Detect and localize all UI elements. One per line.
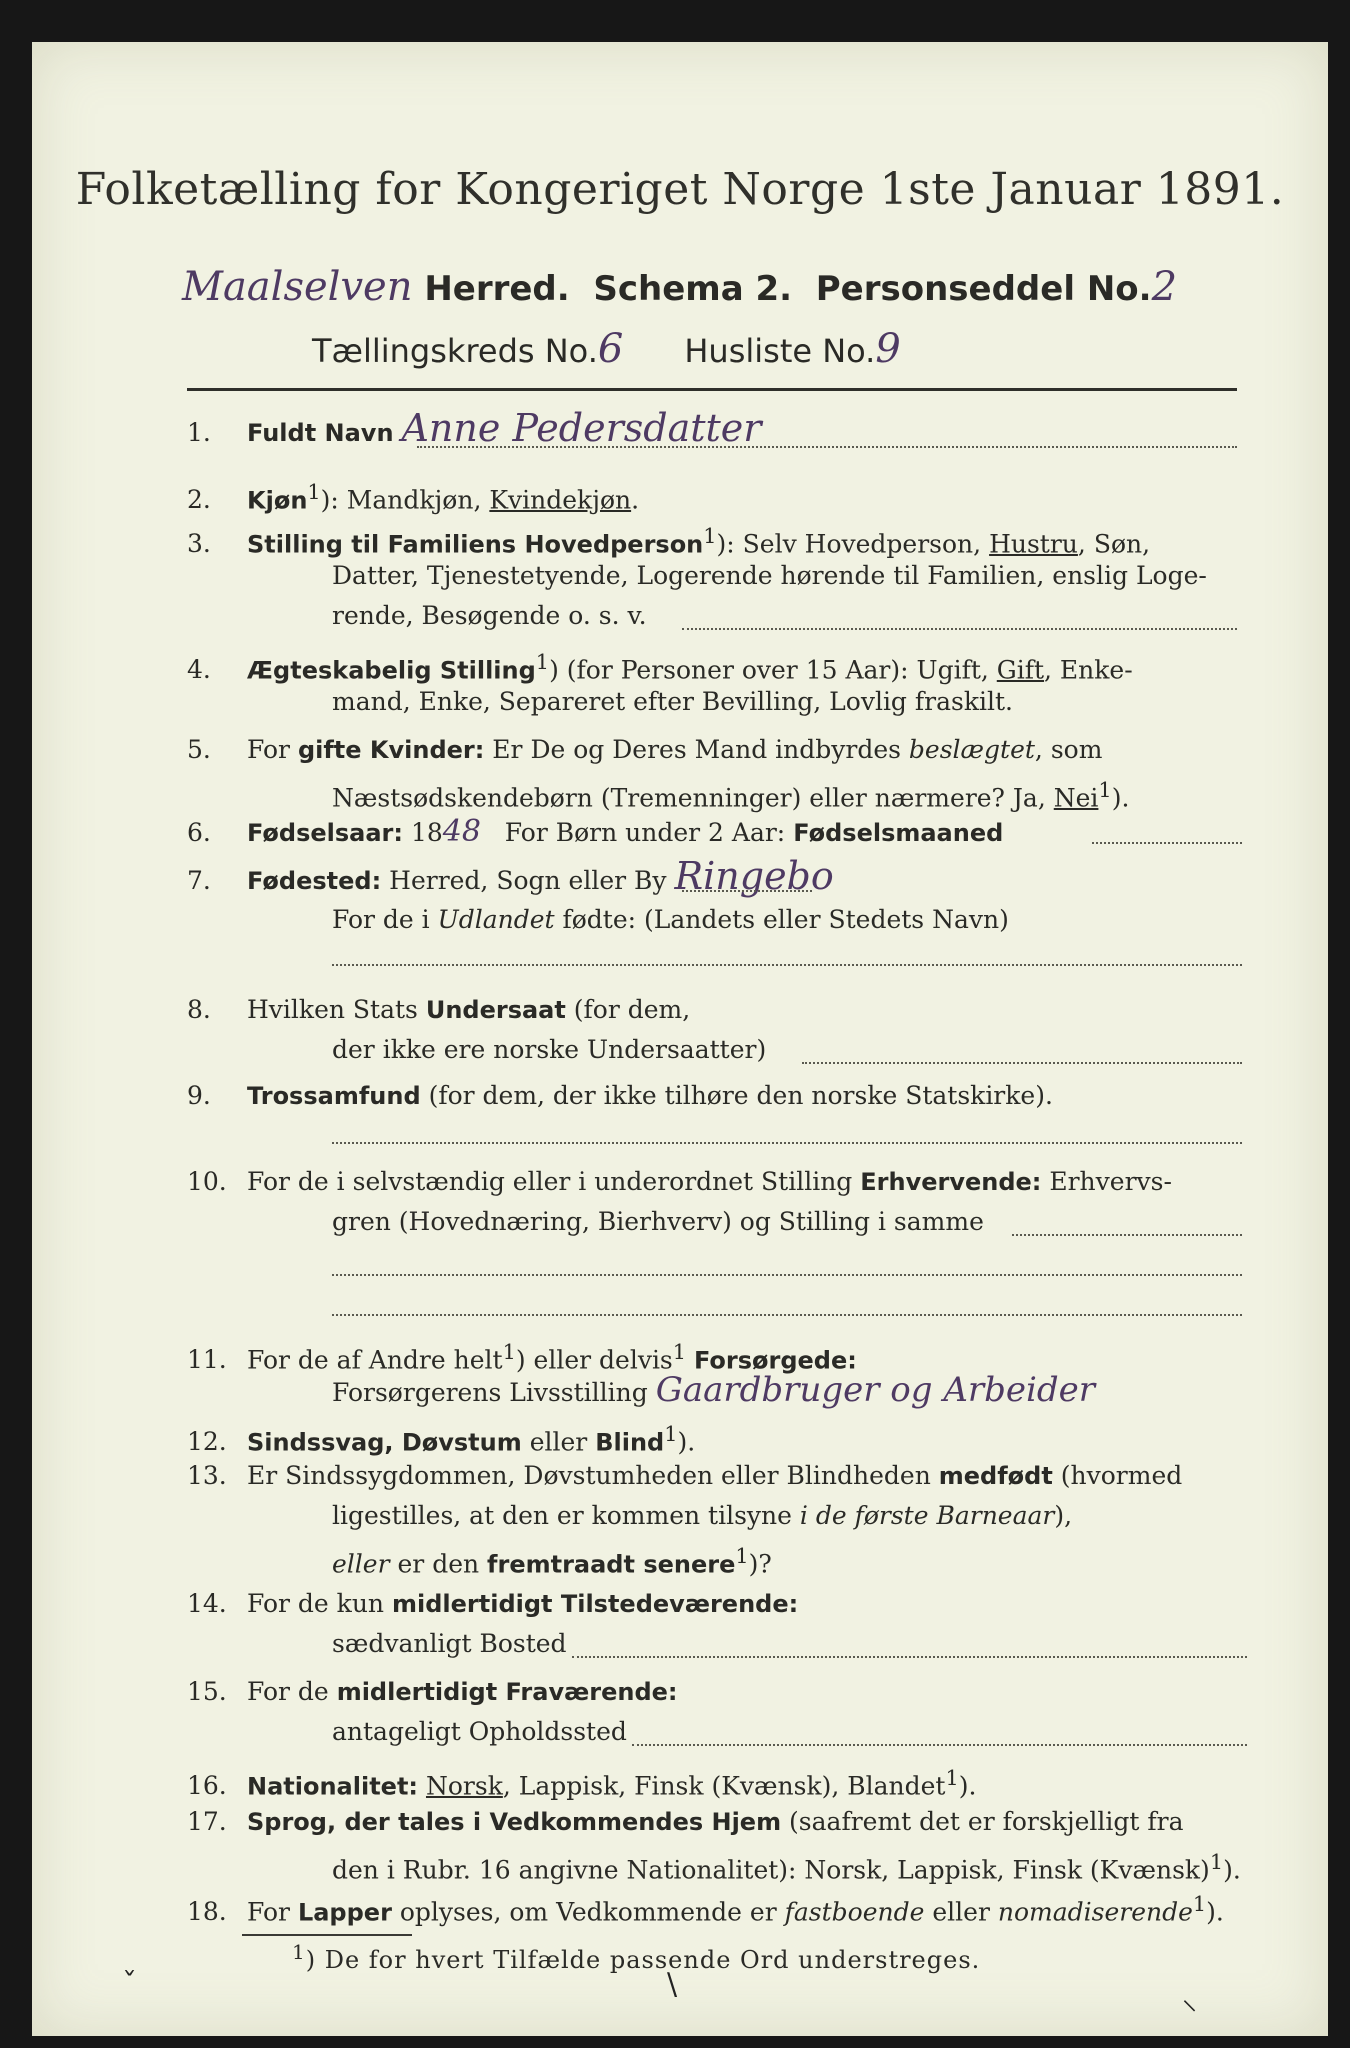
husliste-number: 9 xyxy=(875,326,901,372)
item-14 xyxy=(187,1584,1257,1624)
item-text: ) (for Personer over 15 Aar): Ugift, xyxy=(549,655,989,685)
kreds-number: 6 xyxy=(597,326,624,372)
item-number: 15. xyxy=(187,1677,227,1706)
dotted-line xyxy=(682,628,1237,630)
item-italic: nomadiserende xyxy=(997,1897,1193,1927)
item-text: ). xyxy=(1111,783,1130,813)
footnote-text: ) De for hvert Tilfælde passende Ord understreges. xyxy=(305,1946,981,1974)
item-text: ): Mandkjøn, xyxy=(320,485,482,515)
item-7-line-2 xyxy=(332,900,1009,940)
item-label: Erhvervende: xyxy=(860,1168,1042,1196)
item-label: fremtraadt senere xyxy=(487,1550,736,1579)
item-number: 18. xyxy=(187,1897,227,1927)
dotted-line xyxy=(1092,842,1242,844)
item-italic: fastboende xyxy=(784,1897,925,1927)
personseddel-label: Personseddel No. xyxy=(815,269,1152,309)
item-number: 10. xyxy=(187,1167,227,1196)
tick-mark-icon: \ xyxy=(667,1967,678,2002)
dotted-line xyxy=(682,890,812,892)
footnote-ref: 1 xyxy=(535,650,550,674)
item-label: gifte Kvinder: xyxy=(297,736,485,764)
item-label: Trossamfund xyxy=(247,1082,421,1110)
personseddel-number: 2 xyxy=(1151,264,1178,310)
birth-year-answer: 48 xyxy=(442,814,481,849)
herred-label: Herred. xyxy=(424,269,570,309)
item-8-line-2: der ikke ere norske Undersaatter) xyxy=(332,1035,767,1064)
footnote-ref: 1 xyxy=(945,1766,959,1790)
item-text: ): Selv Hovedperson, xyxy=(716,529,982,559)
dotted-line xyxy=(572,1656,1247,1658)
kreds-line xyxy=(312,326,1212,372)
item-text: Forsørgerens Livsstilling xyxy=(332,1378,648,1407)
birthplace-answer: Ringebo xyxy=(674,854,834,898)
item-number: 4. xyxy=(187,655,211,685)
item-label: Sprog, der tales i Vedkommendes Hjem xyxy=(247,1808,782,1836)
item-italic: eller xyxy=(332,1549,390,1579)
item-number: 2. xyxy=(187,485,211,515)
herred-handwritten: Maalselven xyxy=(182,264,413,310)
footnote-ref: 1 xyxy=(1209,1850,1224,1874)
tick-mark-icon: ⸜ xyxy=(1182,1982,1197,2017)
item-number: 8. xyxy=(187,995,211,1024)
item-label: Undersaat xyxy=(425,996,566,1024)
footnote-ref: 1 xyxy=(664,1422,678,1446)
item-text: )? xyxy=(748,1549,772,1579)
dotted-line xyxy=(632,1744,1247,1746)
item-text: For de af Andre helt xyxy=(247,1345,503,1375)
item-label: Fødselsmaaned xyxy=(793,819,1004,847)
footnote-ref: 1 xyxy=(735,1544,749,1568)
dotted-line xyxy=(332,1142,1242,1144)
footnote-ref: 1 xyxy=(502,1340,516,1364)
item-italic: beslægtet xyxy=(908,735,1035,764)
item-number: 1. xyxy=(187,418,211,447)
underlined-choice: Norsk xyxy=(425,1771,503,1801)
item-label: Fødselsaar: xyxy=(247,819,403,847)
item-number: 6. xyxy=(187,818,211,847)
item-17 xyxy=(187,1802,1257,1842)
footnote-ref: 1 xyxy=(672,1340,687,1364)
kreds-label: Tællingskreds No. xyxy=(312,332,598,370)
item-text: For Børn under 2 Aar: xyxy=(504,818,786,847)
item-text: (hvormed xyxy=(1060,1461,1183,1490)
item-label: Blind xyxy=(595,1428,665,1457)
item-italic: i de første Barneaar xyxy=(799,1501,1055,1530)
item-text: fødte: (Landets eller Stedets Navn) xyxy=(562,905,1009,934)
item-13-line-2 xyxy=(332,1496,1072,1536)
year-prefix: 18 xyxy=(410,818,443,847)
footnote-ref: 1 xyxy=(307,480,321,504)
item-3-line-2: Datter, Tjenestetyende, Logerende hørende til Familien, enslig Loge- xyxy=(332,561,1207,590)
item-label: Kjøn xyxy=(247,486,308,515)
name-answer: Anne Pedersdatter xyxy=(401,406,762,450)
underlined-choice: Kvindekjøn xyxy=(489,485,632,515)
item-text: Erhvervs- xyxy=(1049,1167,1172,1196)
item-text: ). xyxy=(958,1771,977,1801)
dotted-line xyxy=(417,446,1237,448)
item-label: midlertidigt Fraværende: xyxy=(336,1678,678,1706)
item-number: 17. xyxy=(187,1807,227,1836)
schema-label: Schema 2. xyxy=(593,269,793,309)
item-label: Stilling til Familiens Hovedperson xyxy=(247,530,704,559)
footnote-ref: 1 xyxy=(703,524,717,548)
item-text: (for dem, xyxy=(573,995,691,1024)
item-13 xyxy=(187,1456,1257,1496)
item-label: Forsørgede: xyxy=(693,1346,857,1375)
item-15-line-2: antageligt Opholdssted xyxy=(332,1717,627,1746)
item-number: 12. xyxy=(187,1427,227,1457)
item-text: , Enke- xyxy=(1044,655,1133,685)
footnote-ref: 1 xyxy=(1192,1892,1207,1916)
item-text: Er De og Deres Mand indbyrdes xyxy=(492,735,901,764)
dotted-line xyxy=(802,1062,1242,1064)
footnote xyxy=(292,1940,980,1974)
item-2 xyxy=(187,472,1257,520)
item-3-line-3: rende, Besøgende o. s. v. xyxy=(332,601,647,630)
item-number: 7. xyxy=(187,866,211,895)
item-text: For de kun xyxy=(247,1589,385,1618)
item-text: ) eller delvis xyxy=(515,1345,673,1375)
item-9 xyxy=(187,1076,1257,1116)
item-text: ), xyxy=(1054,1501,1073,1530)
item-14-line-2: sædvanligt Bosted xyxy=(332,1629,567,1658)
footnote-mark: 1 xyxy=(292,1940,306,1964)
item-text: Hvilken Stats xyxy=(247,995,418,1024)
item-text: eller xyxy=(529,1427,588,1457)
item-italic: Udlandet xyxy=(437,905,555,934)
item-4-line-2: mand, Enke, Separeret efter Bevilling, Lovlig fraskilt. xyxy=(332,687,1013,716)
item-text: (for dem, der ikke tilhøre den norske Statskirke). xyxy=(428,1081,1053,1110)
item-text: For xyxy=(247,735,290,764)
item-text: , Søn, xyxy=(1077,529,1151,559)
header-rule xyxy=(187,388,1237,391)
item-text: Er Sindssygdommen, Døvstumheden eller Blindheden xyxy=(247,1461,931,1490)
item-text: eller xyxy=(932,1897,990,1927)
item-text: For xyxy=(247,1897,290,1927)
item-text: For de i xyxy=(332,905,430,934)
item-label: medfødt xyxy=(938,1462,1053,1490)
item-number: 9. xyxy=(187,1081,211,1110)
provider-occupation-answer: Gaardbruger og Arbeider xyxy=(655,1370,1096,1410)
underlined-choice: Gift xyxy=(996,655,1045,685)
dotted-line xyxy=(332,964,1242,966)
item-number: 13. xyxy=(187,1461,227,1490)
dotted-line xyxy=(1012,1234,1242,1236)
item-13-line-3 xyxy=(332,1536,772,1584)
item-10 xyxy=(187,1162,1257,1202)
herred-line xyxy=(182,264,1242,310)
husliste-label: Husliste No. xyxy=(684,332,876,370)
item-8 xyxy=(187,990,1257,1030)
item-15 xyxy=(187,1672,1257,1712)
item-label: Fuldt Navn xyxy=(247,419,394,447)
item-text: den i Rubr. 16 angivne Nationalitet): Norsk, Lappisk, Finsk (Kvænsk) xyxy=(332,1855,1210,1885)
item-5 xyxy=(187,730,1257,770)
item-text: Næstsødskendebørn (Tremenninger) eller nærmere? Ja, xyxy=(332,783,1046,813)
footnote-ref: 1 xyxy=(1098,778,1112,802)
item-text: , Lappisk, Finsk (Kvænsk), Blandet xyxy=(502,1771,946,1801)
underlined-choice: Nei xyxy=(1053,783,1099,813)
item-text: ). xyxy=(1223,1855,1241,1885)
census-form xyxy=(32,42,1328,2036)
item-10-line-2: gren (Hovednæring, Bierhverv) og Stilling i samme xyxy=(332,1207,984,1236)
form-title: Folketælling for Kongeriget Norge 1ste Januar 1891. xyxy=(75,164,1285,215)
item-11-line-2 xyxy=(332,1370,1095,1413)
footnote-rule xyxy=(242,1934,412,1936)
item-text: ligestilles, at den er kommen tilsyne xyxy=(332,1501,792,1530)
item-text: . xyxy=(631,485,640,515)
item-6 xyxy=(187,812,1257,853)
item-text: oplyses, om Vedkommende er xyxy=(399,1897,777,1927)
item-label: Ægteskabelig Stilling xyxy=(247,656,536,685)
item-text: , som xyxy=(1034,735,1103,764)
dotted-line xyxy=(332,1274,1242,1276)
item-text: For de i selvstændig eller i underordnet Stilling xyxy=(247,1167,853,1196)
item-7 xyxy=(187,856,1257,901)
item-text: (saafremt det er forskjelligt fra xyxy=(789,1807,1184,1836)
tick-mark-icon: ˇ xyxy=(122,1967,137,2002)
item-number: 3. xyxy=(187,529,211,559)
item-label: Nationalitet: xyxy=(247,1772,419,1801)
item-number: 14. xyxy=(187,1589,227,1618)
item-text: er den xyxy=(397,1549,480,1579)
item-label: Sindssvag, Døvstum xyxy=(247,1428,522,1457)
underlined-choice: Hustru xyxy=(989,529,1078,559)
item-text: For de xyxy=(247,1677,329,1706)
dotted-line xyxy=(332,1314,1242,1316)
item-number: 16. xyxy=(187,1771,227,1801)
item-label: Lapper xyxy=(297,1898,392,1927)
item-text: ). xyxy=(677,1427,696,1457)
item-number: 5. xyxy=(187,735,211,764)
item-number: 11. xyxy=(187,1345,227,1375)
item-label: midlertidigt Tilstedeværende: xyxy=(391,1590,799,1618)
item-text: ). xyxy=(1206,1897,1224,1927)
item-16 xyxy=(187,1758,1257,1806)
item-label: Fødested: xyxy=(247,867,382,895)
item-text: Herred, Sogn eller By xyxy=(389,866,667,895)
item-18 xyxy=(187,1884,1257,1932)
